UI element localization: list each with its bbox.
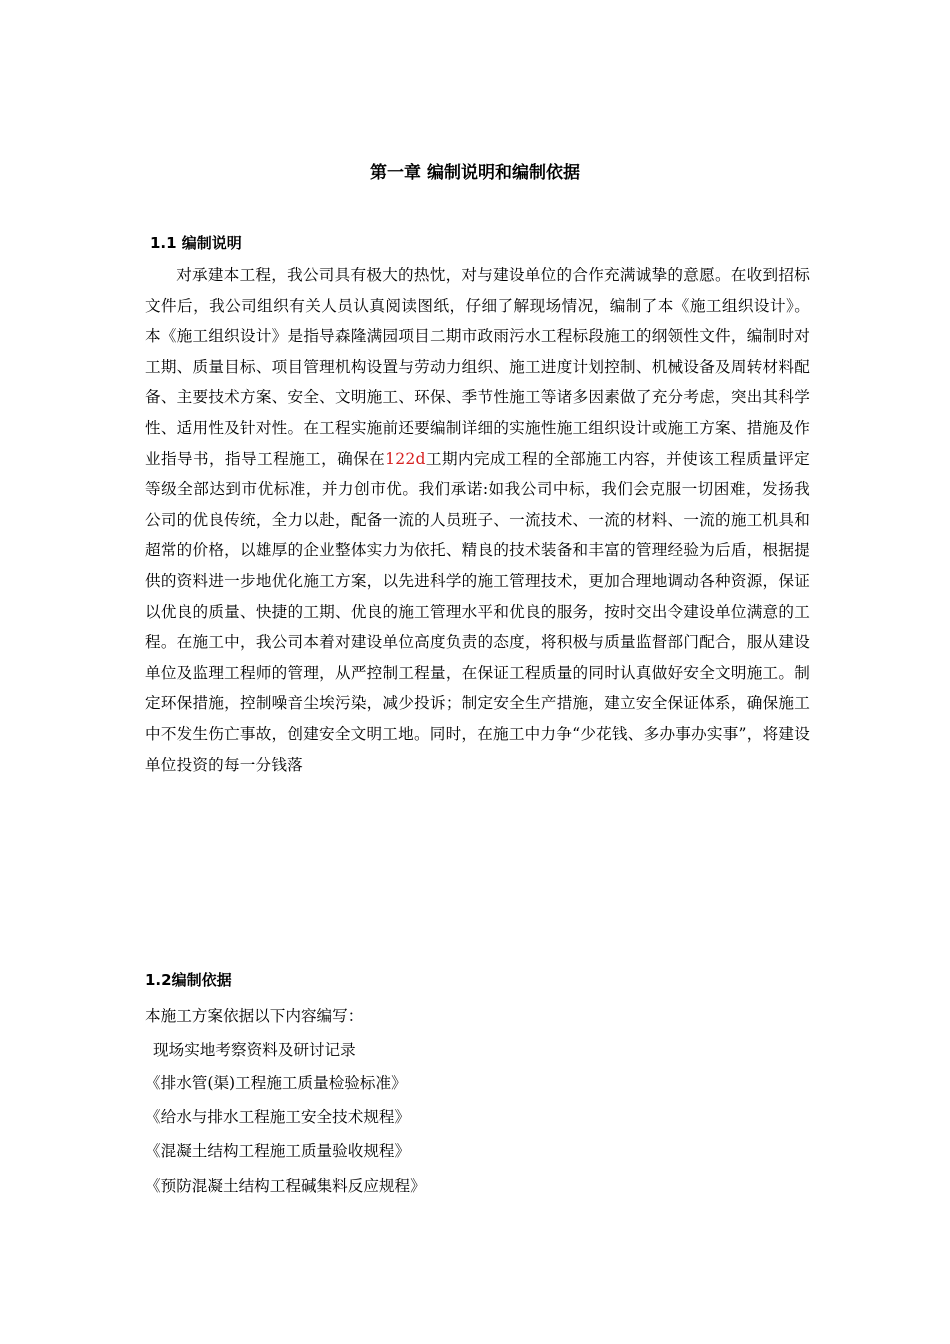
section-heading-1-2: 1.2编制依据 — [145, 971, 232, 989]
duration-highlight: 122d — [385, 449, 426, 468]
paragraph-text-before: 对承建本工程，我公司具有极大的热忱，对与建设单位的合作充满诚挚的意愿。在收到招标文件后，我公司组织有关人员认真阅读图纸，仔细了解现场情况，编制了本《施工组织设计》。本《施工组织设计》是指导森隆满园项目二期市政雨污水工程标段施工的纲领性文件，编制时对工期、质量目标、项目管理机构设置与劳动力组织、施工进度计划控制、机械设备及周转材料配备、主要技术方案、安全、文明施工、环保、季节性施工等诸多因素做了充分考虑，突出其科学性、适用性及针对性。在工程实施前还要编制详细的实施性施工组织设计或施工方案、措施及作业指导书，指导工程施工，确保在 — [145, 266, 810, 468]
chapter-title: 第一章 编制说明和编制依据 — [370, 163, 580, 183]
reference-item: 《混凝土结构工程施工质量验收规程》 — [145, 1142, 411, 1160]
reference-item: 《预防混凝土结构工程碱集料反应规程》 — [145, 1177, 426, 1195]
section-heading-1-1: 1.1 编制说明 — [150, 234, 242, 252]
body-paragraph — [145, 260, 810, 780]
reference-item: 《排水管(渠)工程施工质量检验标准》 — [145, 1074, 407, 1092]
basis-intro: 本施工方案依据以下内容编写： — [145, 1007, 364, 1025]
paragraph-text-after: 工期内完成工程的全部施工内容，并使该工程质量评定等级全部达到市优标准，并力创市优。我们承诺:如我公司中标，我们会克服一切困难，发扬我公司的优良传统，全力以赴，配备一流的人员班子、一流技术、一流的材料、一流的施工机具和超常的价格，以雄厚的企业整体实力为依托、精良的技术装备和丰富的管理经验为后盾，根据提供的资料进一步地优化施工方案，以先进科学的施工管理技术，更加合理地调动各种资源，保证以优良的质量、快捷的工期、优良的施工管理水平和优良的服务，按时交出令建设单位满意的工程。在施工中，我公司本着对建设单位高度负责的态度，将积极与质量监督部门配合，服从建设单位及监理工程师的管理，从严控制工程量，在保证工程质量的同时认真做好安全文明施工。制定环保措施，控制噪音尘埃污染，减少投诉；制定安全生产措施，建立安全保证体系，确保施工中不发生伤亡事故，创建安全文明工地。同时，在施工中力争“少花钱、多办事办实事”，将建设单位投资的每一分钱落 — [145, 449, 810, 774]
reference-item: 现场实地考察资料及研讨记录 — [153, 1041, 356, 1059]
reference-item: 《给水与排水工程施工安全技术规程》 — [145, 1108, 411, 1126]
